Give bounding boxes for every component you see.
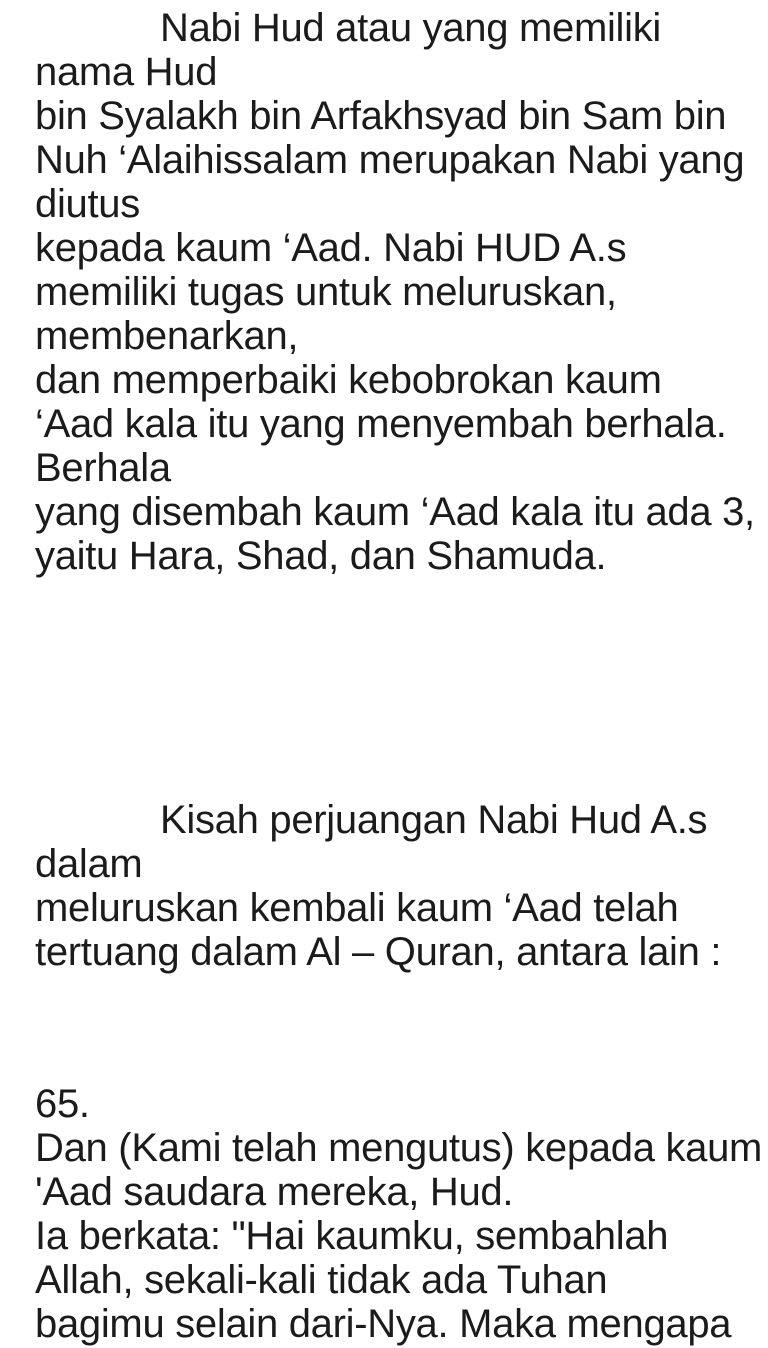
- paragraph-kisah: [35, 798, 740, 974]
- text-line: ‘Aad kala itu yang menyembah berhala.: [35, 402, 727, 446]
- text-line: 65.: [35, 1082, 90, 1126]
- paragraph-gap: [35, 974, 740, 1082]
- text-line: yang disembah kaum ‘Aad kala itu ada 3,: [35, 490, 755, 534]
- paragraph-intro: [35, 6, 755, 578]
- text-line: yaitu Hara, Shad, dan Shamuda.: [35, 534, 607, 578]
- text-line: bagimu selain dari-Nya. Maka mengapa: [35, 1302, 732, 1346]
- text-line: Nabi Hud atau yang memiliki: [160, 6, 662, 50]
- text-line: dan memperbaiki kebobrokan kaum: [35, 358, 662, 402]
- text-line: Dan (Kami telah mengutus) kepada kaum: [35, 1126, 763, 1170]
- text-line: nama Hud: [35, 50, 218, 94]
- text-line: meluruskan kembali kaum ‘Aad telah: [35, 886, 679, 930]
- paragraph-gap: [35, 578, 740, 798]
- text-line: bin Syalakh bin Arfakhsyad bin Sam bin: [35, 94, 727, 138]
- text-line: Kisah perjuangan Nabi Hud A.s: [160, 798, 708, 842]
- text-line: memiliki tugas untuk meluruskan,: [35, 270, 617, 314]
- text-line: Berhala: [35, 446, 171, 490]
- text-line: tertuang dalam Al – Quran, antara lain :: [35, 930, 722, 974]
- text-line: Nuh ‘Alaihissalam merupakan Nabi yang: [35, 138, 745, 182]
- text-line: 'Aad saudara mereka, Hud.: [35, 1170, 514, 1214]
- text-line: Allah, sekali-kali tidak ada Tuhan: [35, 1258, 608, 1302]
- paragraph-verse-65: [35, 1082, 763, 1346]
- text-line: dalam: [35, 842, 143, 886]
- text-line: diutus: [35, 182, 140, 226]
- text-line: kepada kaum ‘Aad. Nabi HUD A.s: [35, 226, 627, 270]
- text-line: membenarkan,: [35, 314, 299, 358]
- text-line: Ia berkata: "Hai kaumku, sembahlah: [35, 1214, 669, 1258]
